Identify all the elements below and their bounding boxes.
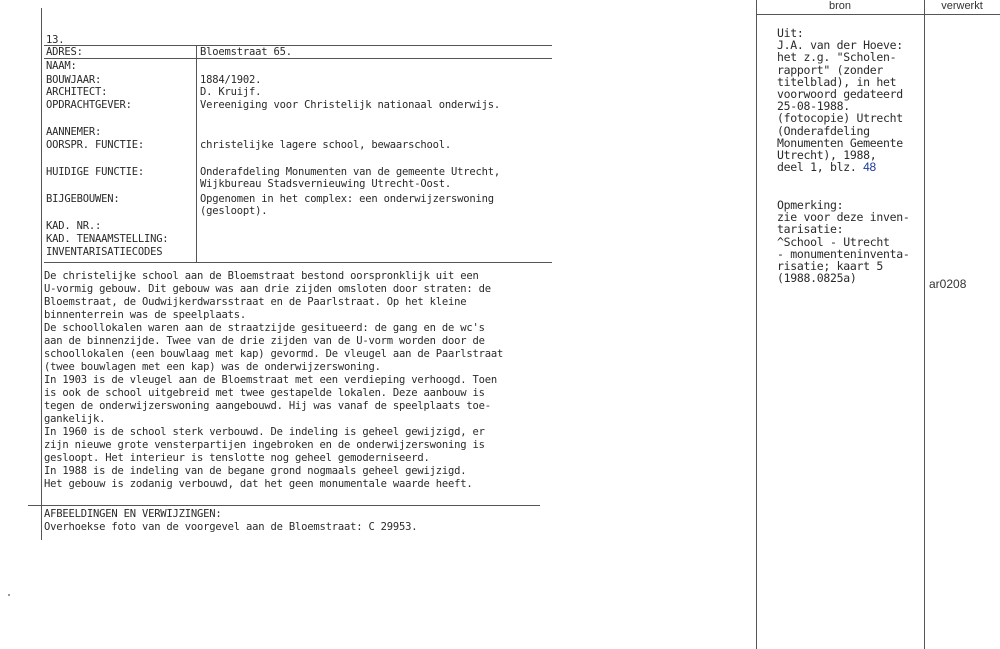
illustrations-text: Overhoekse foto van de voorgevel aan de Bloemstraat: C 29953. bbox=[44, 521, 418, 533]
remark-line: ^School - Utrecht bbox=[777, 234, 890, 249]
field-label-bouwjaar: BOUWJAAR: bbox=[46, 74, 102, 86]
remark-line: zie voor deze inven- bbox=[777, 210, 910, 225]
remark-line: Opmerking: bbox=[777, 198, 844, 212]
bron-column-left-rule bbox=[756, 0, 757, 649]
description-bottom-rule bbox=[28, 505, 540, 506]
description-line: binnenterrein was de speelplaats. bbox=[44, 309, 247, 321]
adres-underline bbox=[44, 58, 552, 59]
description-line: In 1903 is de vleugel aan de Bloemstraat met een verdieping verhoogd. Toen bbox=[44, 374, 497, 386]
field-value-architect: D. Kruijf. bbox=[200, 86, 262, 98]
record-top-rule bbox=[44, 45, 552, 46]
verwerkt-column-left-rule bbox=[924, 0, 925, 649]
field-value-adres: Bloemstraat 65. bbox=[200, 46, 292, 58]
source-line: het z.g. "Scholen- bbox=[777, 50, 897, 65]
field-label-huidige-functie: HUIDIGE FUNCTIE: bbox=[46, 166, 144, 178]
description-line: (twee bouwlagen met een kap) was de onderwijzerswoning. bbox=[44, 361, 381, 373]
field-label-oorspr-functie: OORSPR. FUNCTIE: bbox=[46, 139, 144, 151]
field-label-kad-nr: KAD. NR.: bbox=[46, 220, 102, 232]
description-line: In 1988 is de indeling van de begane grond nogmaals geheel gewijzigd. bbox=[44, 465, 467, 477]
source-line: J.A. van der Hoeve: bbox=[777, 38, 903, 53]
remark-line: risatie; kaart 5 bbox=[777, 259, 883, 273]
field-label-aannemer: AANNEMER: bbox=[46, 126, 102, 138]
source-page-number: 48 bbox=[863, 160, 876, 175]
field-value-opdrachtgever: Vereeniging voor Christelijk nationaal onderwijs. bbox=[200, 99, 500, 111]
source-line: 25-08-1988. bbox=[777, 99, 850, 114]
field-label-inventarisatiecodes: INVENTARISATIECODES bbox=[46, 246, 163, 258]
description-line: aan de binnenzijde. Twee van de drie zijden van de U-vorm worden door de bbox=[44, 335, 485, 347]
record-number: 13. bbox=[46, 34, 65, 46]
remark-line: - monumenteninventa- bbox=[777, 246, 910, 261]
description-line: tegen de onderwijzerswoning aangebouwd. Hij was vanaf de speelplaats toe- bbox=[44, 400, 491, 412]
column-header-verwerkt: verwerkt bbox=[941, 0, 983, 12]
field-value-bouwjaar: 1884/1902. bbox=[200, 74, 262, 86]
field-label-adres: ADRES: bbox=[46, 46, 83, 58]
description-line: zijn nieuwe grote vensterpartijen ingebroken en de onderwijzerswoning is bbox=[44, 439, 485, 451]
column-header-bron: bron bbox=[828, 0, 852, 12]
description-line: gesloopt. Het interieur is tenslotte nog geheel gemoderniseerd. bbox=[44, 452, 430, 464]
source-line: (fotocopie) Utrecht bbox=[777, 111, 903, 126]
description-line: De christelijke school aan de Bloemstraat bestond oorspronklijk uit een bbox=[44, 270, 479, 282]
field-label-opdrachtgever: OPDRACHTGEVER: bbox=[46, 99, 132, 111]
processed-code: ar0208 bbox=[929, 277, 967, 291]
source-line: Monumenten Gemeente bbox=[777, 135, 903, 150]
field-value-huidige-functie: Onderafdeling Monumenten van de gemeente Utrecht, Wijkbureau Stadsvernieuwing Utrecht-Oost. bbox=[200, 166, 500, 190]
remark-line: (1988.0825a) bbox=[777, 271, 857, 286]
remark-line: tarisatie: bbox=[777, 222, 844, 237]
fields-bottom-rule bbox=[44, 262, 552, 263]
field-label-naam: NAAM: bbox=[46, 60, 77, 72]
source-uit: Uit: bbox=[777, 26, 804, 40]
scan-speck bbox=[8, 594, 10, 596]
field-label-architect: ARCHITECT: bbox=[46, 86, 108, 98]
description-line: In 1960 is de school sterk verbouwd. De indeling is geheel gewijzigd, er bbox=[44, 426, 485, 438]
source-line: voorwoord gedateerd bbox=[777, 87, 903, 101]
description-line: gankelijk. bbox=[44, 413, 106, 425]
field-label-kad-tenaamstelling: KAD. TENAAMSTELLING: bbox=[46, 233, 169, 245]
source-line: Utrecht), 1988, bbox=[777, 148, 877, 162]
description-line: schoollokalen (een bouwlaag met kap) gevormd. De vleugel aan de Paarlstraat bbox=[44, 348, 504, 360]
field-value-bijgebouwen: Opgenomen in het complex: een onderwijzerswoning (gesloopt). bbox=[200, 193, 494, 217]
field-value-oorspr-functie: christelijke lagere school, bewaarschool. bbox=[200, 139, 451, 151]
header-underline bbox=[756, 14, 1000, 15]
field-label-bijgebouwen: BIJGEBOUWEN: bbox=[46, 193, 120, 205]
description-line: is ook de school uitgebreid met twee gestapelde lokalen. Deze aanbouw is bbox=[44, 387, 485, 399]
illustrations-heading: AFBEELDINGEN EN VERWIJZINGEN: bbox=[44, 508, 222, 520]
source-deel-line bbox=[777, 161, 876, 173]
left-margin-rule bbox=[41, 8, 42, 540]
source-line: titelblad), in het bbox=[777, 74, 897, 89]
source-line: (Onderafdeling bbox=[777, 123, 870, 138]
description-line: De schoollokalen waren aan de straatzijde gesitueerd: de gang en de wc's bbox=[44, 322, 485, 334]
description-line: U-vormig gebouw. Dit gebouw was aan drie zijden omsloten door straten: de bbox=[44, 283, 491, 295]
source-deel-prefix: deel 1, blz. bbox=[777, 160, 857, 175]
description-line: Het gebouw is zodanig verbouwd, dat het geen monumentale waarde heeft. bbox=[44, 478, 473, 490]
source-line: rapport" (zonder bbox=[777, 62, 883, 77]
description-line: Bloemstraat, de Oudwijkerdwarsstraat en de Paarlstraat. Op het kleine bbox=[44, 296, 467, 308]
field-column-divider bbox=[196, 45, 197, 262]
